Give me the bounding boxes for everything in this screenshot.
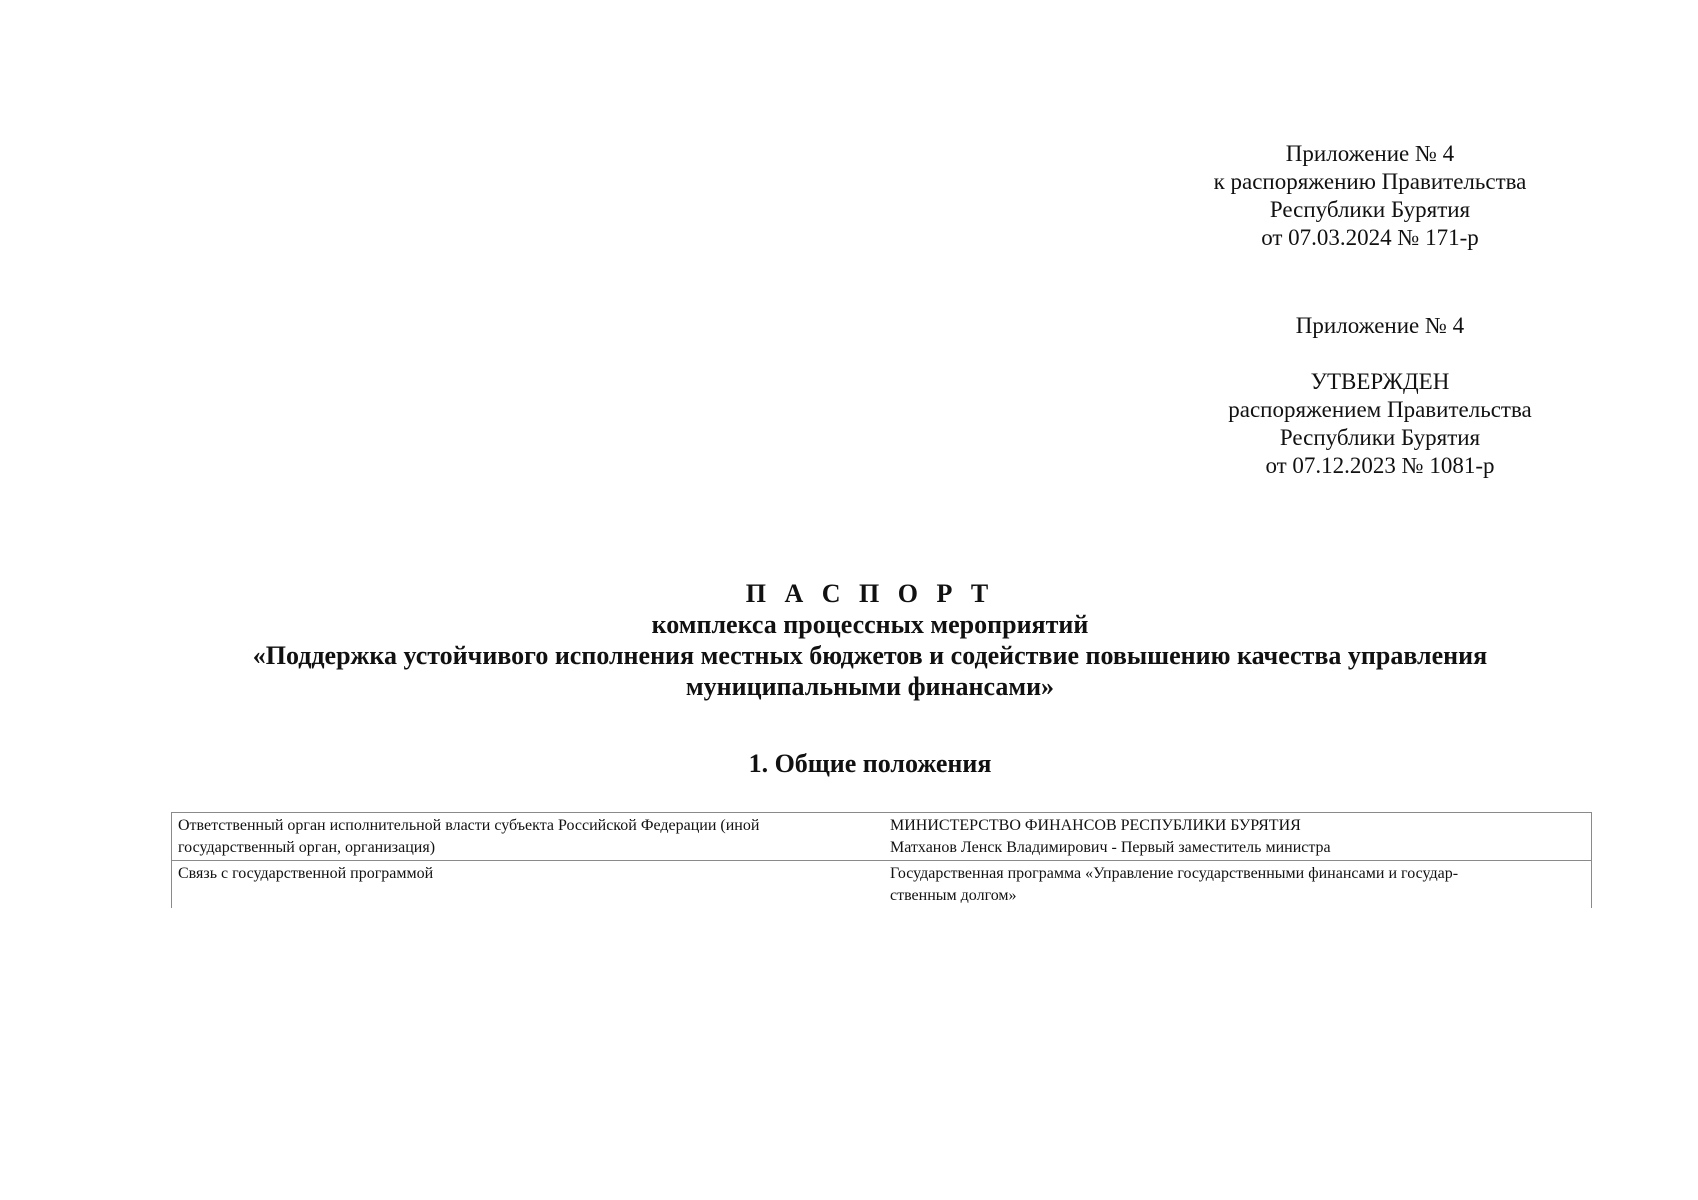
cell-text: МИНИСТЕРСТВО ФИНАНСОВ РЕСПУБЛИКИ БУРЯТИЯ [890,817,1301,834]
approved-republic: Республики Бурятия [1279,425,1481,450]
appendix-order-ref: к распоряжению Правительства [1213,169,1527,194]
title-name-line-1: «Поддержка устойчивого исполнения местных бюджетов и содействие повышению качества управления [252,641,1488,670]
appendix-date-number: от 07.03.2024 № 171-р [1261,225,1479,250]
approved-order-ref: распоряжением Правительства [1228,397,1532,422]
title-subtitle: комплекса процессных мероприятий [651,610,1089,639]
cell-text: государственный орган, организация) [178,839,436,856]
section-heading: 1. Общие положения [748,749,992,778]
cell-text: Связь с государственной программой [178,865,434,882]
cell-text: Государственная программа «Управление государственными финансами и государ- [890,865,1459,882]
cell-text: Ответственный орган исполнительной власти субъекта Российской Федерации (иной [178,817,760,834]
table-cell-label [172,861,885,909]
approved-appendix-number: Приложение № 4 [1295,313,1465,338]
table-cell-label [172,813,885,861]
appendix-approved-block [1150,312,1610,480]
appendix-amendment-block [1150,140,1590,252]
passport-word: П А С П О Р Т [745,579,995,608]
approved-label: УТВЕРЖДЕН [1310,369,1450,394]
document-title [100,578,1640,702]
appendix-number: Приложение № 4 [1285,141,1455,166]
table-row [172,813,1592,861]
table-cell-value [884,813,1592,861]
table-row [172,861,1592,909]
title-name-line-2: муниципальными финансами» [685,672,1055,701]
table-cell-value [884,861,1592,909]
cell-text: Матханов Ленск Владимирович - Первый заместитель министра [890,839,1331,856]
general-provisions-table [171,812,1592,908]
appendix-republic: Республики Бурятия [1269,197,1471,222]
cell-text: ственным долгом» [890,887,1017,904]
approved-date-number: от 07.12.2023 № 1081-р [1265,453,1495,478]
